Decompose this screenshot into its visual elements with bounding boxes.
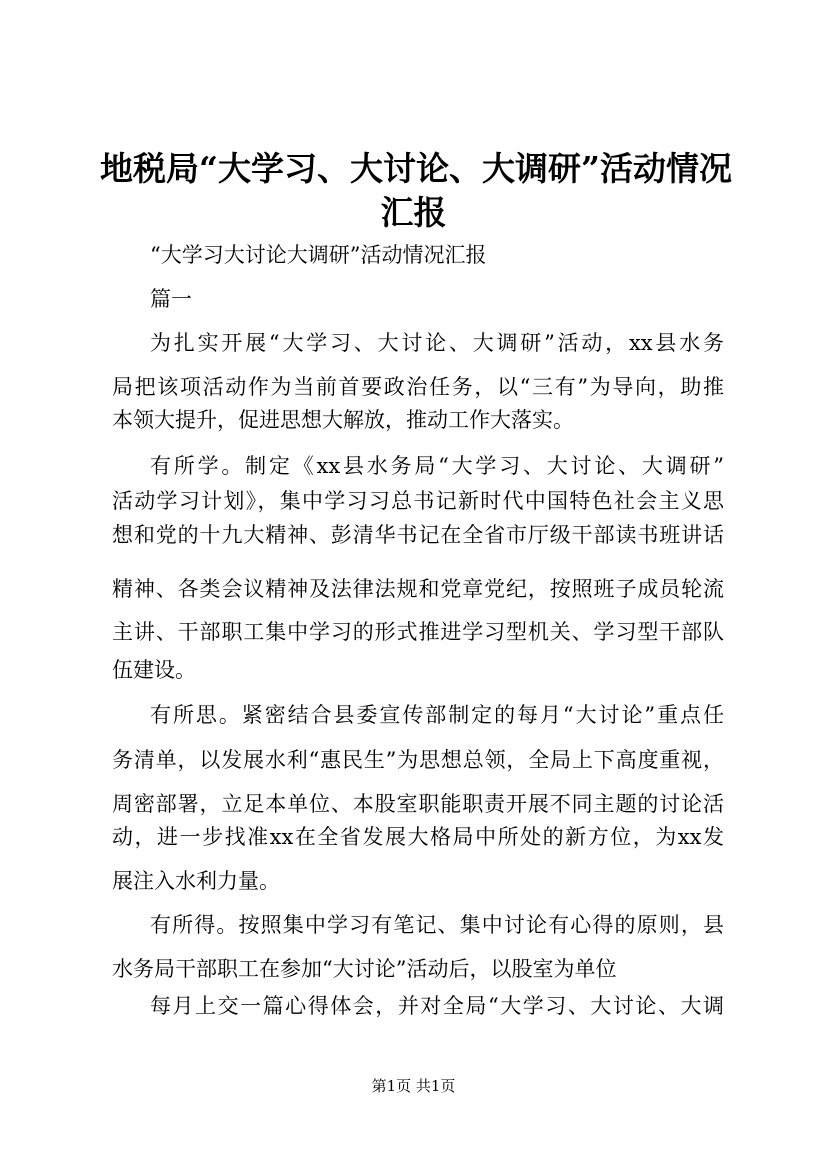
paragraph-3-line-2: 务清单，以发展水利“惠民生”为思想总领，全局上下高度重视，	[112, 748, 724, 772]
page-footer: 第1页 共1页	[371, 1077, 456, 1095]
section-label: 篇一	[150, 287, 192, 311]
paragraph-1-line-3: 本领大提升，促进思想大解放，推动工作大落实。	[112, 408, 574, 432]
paragraph-2-line-6: 伍建设。	[112, 658, 196, 682]
paragraph-1-line-1: 为扎实开展“大学习、大讨论、大调研”活动，xx县水务	[150, 331, 724, 355]
document-title-line-2: 汇报	[380, 193, 447, 232]
paragraph-2-line-3: 想和党的十九大精神、彭清华书记在全省市厅级干部读书班讲话	[112, 523, 724, 547]
paragraph-3-line-3: 周密部署，立足本单位、本股室职能职责开展不同主题的讨论活	[112, 792, 724, 816]
paragraph-1-line-2: 局把该项活动作为当前首要政治任务，以“三有”为导向，助推	[112, 375, 724, 399]
paragraph-4-line-1: 有所得。按照集中学习有笔记、集中讨论有心得的原则，县	[150, 913, 724, 937]
document-subtitle: “大学习大讨论大调研”活动情况汇报	[150, 243, 487, 267]
paragraph-2-line-1: 有所学。制定《xx县水务局“大学习、大讨论、大调研”	[150, 454, 724, 478]
paragraph-3-line-5: 展注入水利力量。	[112, 869, 280, 893]
paragraph-5-line-1: 每月上交一篇心得体会，并对全局“大学习、大讨论、大调	[150, 994, 724, 1018]
paragraph-2-line-2: 活动学习计划》，集中学习习总书记新时代中国特色社会主义思	[112, 489, 724, 513]
paragraph-2-line-5: 主讲、干部职工集中学习的形式推进学习型机关、学习型干部队	[112, 620, 724, 644]
paragraph-3-line-1: 有所思。紧密结合县委宣传部制定的每月“大讨论”重点任	[150, 703, 724, 727]
document-title-line-1: 地税局“大学习、大讨论、大调研”活动情况	[100, 149, 732, 188]
paragraph-3-line-4: 动，进一步找准xx在全省发展大格局中所处的新方位，为xx发	[112, 825, 724, 849]
paragraph-4-line-2: 水务局干部职工在参加“大讨论”活动后，以股室为单位	[112, 957, 617, 981]
paragraph-2-line-4: 精神、各类会议精神及法律法规和党章党纪，按照班子成员轮流	[112, 577, 724, 601]
